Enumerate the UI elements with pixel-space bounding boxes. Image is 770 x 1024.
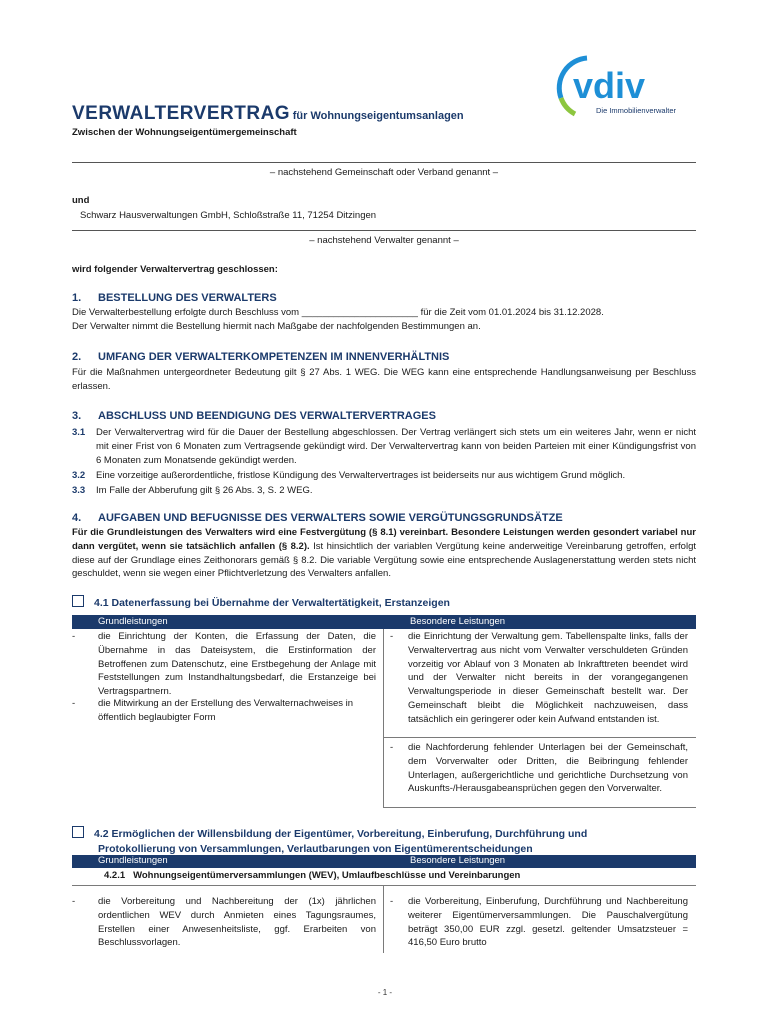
section-3-1 bbox=[72, 426, 696, 467]
bullet-dash: - bbox=[72, 896, 76, 907]
title-main: VERWALTERVERTRAG bbox=[72, 103, 291, 124]
table-divider bbox=[383, 629, 384, 807]
divider bbox=[72, 162, 696, 163]
section-1-line1: Die Verwalterbestellung erfolgte durch Beschluss vom ______________________ für die Zeit vom 01.01.2024 bis 31.12.2028. bbox=[72, 307, 604, 318]
vdiv-logo bbox=[553, 52, 703, 122]
list-item bbox=[390, 630, 688, 726]
section-1-heading bbox=[72, 291, 277, 307]
table-row-divider bbox=[72, 885, 696, 886]
section-2-title: UMFANG DER VERWALTERKOMPETENZEN IM INNENVERHÄLTNIS bbox=[98, 351, 450, 363]
section-3-title: ABSCHLUSS UND BEENDIGUNG DES VERWALTERVERTRAGES bbox=[98, 410, 436, 422]
and-label: und bbox=[72, 195, 90, 206]
bullet-dash: - bbox=[72, 631, 76, 642]
section-4-text bbox=[72, 526, 696, 581]
table-row-divider bbox=[383, 807, 696, 808]
vdiv-logo-mark bbox=[553, 52, 703, 122]
subheading-title: Wohnungseigentümerversammlungen (WEV), Umlaufbeschlüsse und Vereinbarungen bbox=[133, 870, 521, 881]
table-row-divider bbox=[383, 737, 696, 738]
subheading-4-2-1 bbox=[104, 869, 520, 883]
logo-tagline: Die Immobilienverwalter bbox=[596, 106, 677, 115]
bullet-dash: - bbox=[390, 742, 394, 753]
section-4-2-heading bbox=[72, 826, 696, 857]
list-item bbox=[72, 630, 376, 699]
subheading-number: 4.2.1 bbox=[104, 870, 126, 881]
section-2-number: 2. bbox=[72, 351, 82, 363]
list-item-text: die Vorbereitung, Einberufung, Durchführung und Nachbereitung weiterer Eigentümerversammlungen. Die Pauschalvergütung beträgt 350,00 EUR zzgl. gesetzl. geltender Umsatzsteuer = 416,50 Euro brutto bbox=[408, 896, 688, 949]
item-text: Im Falle der Abberufung gilt § 26 Abs. 3, S. 2 WEG. bbox=[96, 485, 313, 496]
section-4-2-title-1: 4.2 Ermöglichen der Willensbildung der Eigentümer, Vorbereitung, Einberufung, Durchführung und bbox=[94, 828, 588, 840]
table-4-1-header bbox=[72, 615, 696, 629]
section-2-heading bbox=[72, 350, 449, 366]
administrator-name: Schwarz Hausverwaltungen GmbH, Schloßstraße 11, 71254 Ditzingen bbox=[80, 210, 377, 221]
col-header-special: Besondere Leistungen bbox=[410, 616, 506, 627]
list-item bbox=[72, 895, 376, 950]
section-4-bold-text: Für die Grundleistungen des Verwalters wird eine Festvergütung (§ 8.1) vereinbart. Besondere Leistungen werden gesondert variabel nur dann vergütet, wenn sie tatsächlich anfallen (§ 8.2). bbox=[72, 527, 696, 552]
section-4-1-title: 4.1 Datenerfassung bei Übernahme der Verwaltertätigkeit, Erstanzeigen bbox=[94, 597, 450, 609]
section-4-1-heading bbox=[72, 595, 450, 611]
table-divider bbox=[383, 885, 384, 953]
section-4-normal-text: Ist hinsichtlich der variablen Vergütung keine anderweitige Vereinbarung getroffen, erfolgt diese auf der Grundlage eines Zeithonorars gemäß § 8.2. Die variable Vergütung sowie eine entsprechende Auslagenerstattung werden stets nicht geschuldet, wenn sie wegen einer Pflichtverletzung des Verwalters anfallen. bbox=[72, 540, 696, 580]
list-item-text: die Vorbereitung und Nachbereitung der (1x) jährlichen ordentlichen WEV durch Anmieten eines Tagungsraumes, Erstellen einer Anwesenheitsliste, ggf. Erarbeiten von Beschlussvorlagen. bbox=[98, 896, 376, 949]
section-4-number: 4. bbox=[72, 512, 82, 524]
item-text: Eine vorzeitige außerordentliche, fristlose Kündigung des Verwaltervertrages ist beiderseits nur aus wichtigem Grund möglich. bbox=[96, 470, 626, 481]
list-item-text: die Einrichtung der Verwaltung gem. Tabellenspalte links, falls der Verwaltervertrag aus nicht vom Verwalter verschuldeten Gründen vorzeitig vor Ablauf von 3 Monaten ab Inkrafttreten beendet wird und der Verwalter nicht bereits in der vorangegangenen Verwaltungsperiode in dieser Gemeinschaft bestellt war. Der Gemeinschaft bleibt die Möglichkeit nachzuweisen, dass tatsächlich ein geringerer oder kein Aufwand entstanden ist. bbox=[408, 631, 688, 725]
col-header-basic: Grundleistungen bbox=[98, 616, 168, 627]
list-item bbox=[72, 697, 376, 725]
list-item-text: die Mitwirkung an der Erstellung des Verwalternachweises in öffentlich beglaubigter Form bbox=[98, 698, 354, 723]
divider bbox=[72, 230, 696, 231]
section-4-title: AUFGABEN UND BEFUGNISSE DES VERWALTERS SOWIE VERGÜTUNGSGRUNDSÄTZE bbox=[98, 512, 563, 524]
item-number: 3.2 bbox=[72, 470, 86, 481]
bullet-dash: - bbox=[390, 631, 394, 642]
section-1-title: BESTELLUNG DES VERWALTERS bbox=[98, 292, 277, 304]
section-2-text: Für die Maßnahmen untergeordneter Bedeutung gilt § 27 Abs. 1 WEG. Die WEG kann eine entsprechende Handlungsanweisung per Beschluss erlassen. bbox=[72, 367, 696, 392]
logo-text: vdiv bbox=[573, 65, 646, 106]
page-number: - 1 - bbox=[377, 988, 393, 997]
list-item-text: die Einrichtung der Konten, die Erfassung der Daten, die Übernahme in das Dateisystem, die Erstinformation der Betroffenen zum Datenschutz, eine Erstbegehung der Anlage mit Feststellungen zum Instandhaltungsbedarf, die Erstanzeige bei Vertragspartnern. bbox=[98, 631, 376, 698]
bullet-dash: - bbox=[390, 896, 394, 907]
section-3-2 bbox=[72, 469, 696, 483]
checkbox-4-1[interactable] bbox=[72, 595, 84, 607]
concluded-line: wird folgender Verwaltervertrag geschlossen: bbox=[72, 264, 278, 275]
section-1-number: 1. bbox=[72, 292, 82, 304]
bullet-dash: - bbox=[72, 698, 76, 709]
section-3-heading bbox=[72, 409, 436, 425]
item-number: 3.1 bbox=[72, 427, 86, 438]
community-note: – nachstehend Gemeinschaft oder Verband genannt – bbox=[269, 167, 499, 178]
checkbox-4-2[interactable] bbox=[72, 826, 84, 838]
col-header-special: Besondere Leistungen bbox=[410, 855, 506, 866]
between-line: Zwischen der Wohnungseigentümergemeinschaft bbox=[72, 127, 297, 138]
list-item bbox=[390, 741, 688, 796]
title-subtitle: für Wohnungseigentumsanlagen bbox=[292, 110, 464, 122]
section-4-heading bbox=[72, 511, 563, 527]
section-3-3 bbox=[72, 484, 696, 498]
administrator-note: – nachstehend Verwalter genannt – bbox=[309, 235, 459, 246]
section-4-2-title-2: Protokollierung von Versammlungen, Verlautbarungen von Eigentümerentscheidungen bbox=[98, 843, 533, 856]
item-number: 3.3 bbox=[72, 485, 86, 496]
list-item bbox=[390, 895, 688, 950]
section-3-number: 3. bbox=[72, 410, 82, 422]
section-1-line2: Der Verwalter nimmt die Bestellung hiermit nach Maßgabe der nachfolgenden Bestimmungen an. bbox=[72, 321, 481, 332]
item-text: Der Verwaltervertrag wird für die Dauer der Bestellung abgeschlossen. Der Vertrag verlängert sich stets um ein weiteres Jahr, wenn er nicht mit einer Frist von 6 Monaten zum Vertragsende gekündigt wird. Der Verwaltervertrag kann von beiden Parteien mit einer Kündigungsfrist von 6 Monaten zum Monatsende gekündigt werden. bbox=[96, 427, 696, 466]
document-title bbox=[72, 100, 464, 128]
list-item-text: die Nachforderung fehlender Unterlagen bei der Gemeinschaft, dem Vorverwalter oder Dritten, die Beibringung fehlender Unterlagen, außergerichtliche und gerichtliche Durchsetzung von Auskunfts-/Herausgabeansprüchen gegen den Vorverwalter. bbox=[408, 742, 688, 795]
table-4-2-header bbox=[72, 855, 696, 868]
col-header-basic: Grundleistungen bbox=[98, 855, 168, 866]
